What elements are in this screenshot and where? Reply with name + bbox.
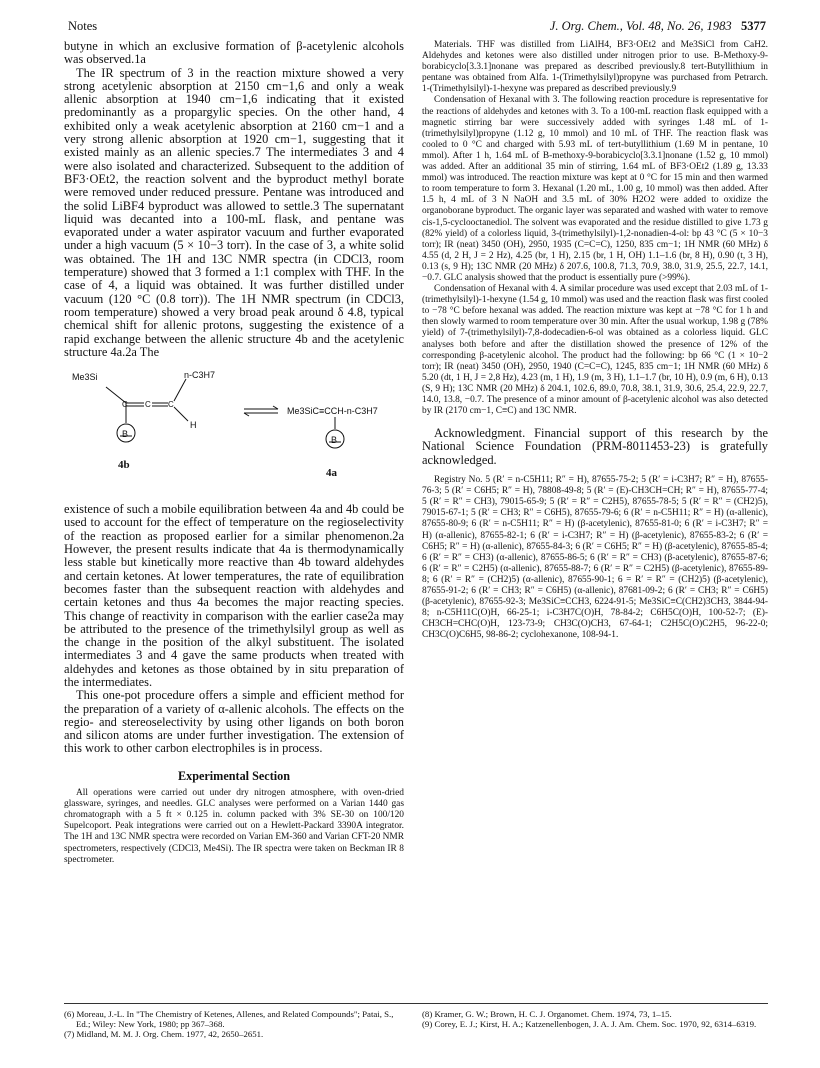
compound-label-4b: 4b bbox=[118, 459, 130, 472]
footnote-8: (8) Kramer, G. W.; Brown, H. C. J. Organomet. Chem. 1974, 73, 1–15. bbox=[422, 1009, 672, 1019]
page-number: 5377 bbox=[741, 19, 766, 33]
paragraph-acknowledgment: Acknowledgment. Financial support of this research by the National Science Foundation (PRM-8011453-23) is gratefully acknowledged. bbox=[422, 426, 768, 467]
compound-label-4a: 4a bbox=[326, 467, 337, 480]
paragraph-conclusion: This one-pot procedure offers a simple and efficient method for the preparation of a variety of α-allenic alcohols. The effects on the regio- and stereoselectivity by using other ligands on both boron and silicon atoms are under further investigation. The extension of this work to other carbon electrophiles is in process. bbox=[64, 688, 404, 756]
equilibrium-scheme: Me3Si n-C3H7 C C C H B Me3SiC≡CCH-n-C3H7 B 4b 4a bbox=[64, 363, 404, 501]
paragraph-materials: Materials. THF was distilled from LiAlH4, BF3·OEt2 and Me3SiCl from CaH2. Aldehydes and ketones were also distilled under nitrogen prior to use. B-Methoxy-9-borabicyclo[3.3.1]nonane was prepared as described previously.8 tert-Butyllithium in pentane was obtained from Alfa. 1-(Trimethylsilyl)propyne was purchased from Petrarch. 1-(Trimethylsilyl)-1-hexyne was prepared as described previously.9 bbox=[422, 40, 768, 95]
footnote-6: (6) Moreau, J.-L. In "The Chemistry of Ketenes, Allenes, and Related Compounds"; Patai, S., Ed.; Wiley: New York, 1980; pp 367–368. bbox=[64, 1009, 394, 1030]
section-title-experimental: Experimental Section bbox=[177, 768, 291, 783]
n-propyl-label: n-C3H7 bbox=[184, 370, 216, 381]
paragraph-experimental: All operations were carried out under dry nitrogen atmosphere, with oven-dried glassware, syringes, and needles. GLC analyses were performed on a Varian 1440 gas chromatograph with a 5 ft × 0.125 in. column packed with 3% SE-30 on 100/120 Supelcoport. Peak integrations were carried out on a Hewlett-Packard 3390A integrator. The 1H and 13C NMR spectra were recorded on Varian EM-360 and Varian CFT-20 NMR spectrometers, respectively (CDCl3, Me4Si). The IR spectra were taken on Beckman IR 8 spectrometer. bbox=[64, 788, 404, 865]
scheme-structures bbox=[64, 363, 404, 501]
acetylenic-formula: Me3SiC≡CCH-n-C3H7 bbox=[287, 406, 378, 417]
paragraph-ir-spectrum: The IR spectrum of 3 in the reaction mixture showed a very strong acetylenic absorption at 2150 cm−1,6 and only a weak allenic absorption at 1940 cm−1,6 indicating that it existed predominantly as a propargylic species. On the other hand, 4 exhibited only a weak acetylenic absorption at 2160 cm−1 and a very strong allenic absorption at 1920 cm−1, suggesting that it existed mainly as an allenic species.7 The intermediates 3 and 4 were also isolated and characterized. Subsequent to the addition of BF3·OEt2, the reaction solvent and the byproduct methyl borate were removed under reduced pressure. Pentane was introduced and the solid LiBF4 byproduct was allowed to settle.3 The supernatant liquid was decanted into a 100-mL flask, and pentane was evaporated under a water aspirator vacuum and further evaporated under a high vacuum (5 × 10−3 torr). In the case of 3, a white solid was obtained. The 1H and 13C NMR spectra (in CDCl3, room temperature) showed that 3 formed a 1:1 complex with THF. In the case of 4, a liquid was obtained. It was further distilled under vacuum (120 °C (0.8 torr)). The 1H NMR spectrum (in CDCl3, room temperature) showed a very broad peak around δ 4.8, typical chemical shift for allenic protons, suggesting the existence of a rapid exchange between the allenic structure 4b and the acetylenic structure 4a.2a The bbox=[64, 65, 404, 359]
left-column bbox=[64, 40, 404, 866]
footnotes-left bbox=[64, 1009, 404, 1040]
running-header-left: Notes bbox=[68, 19, 98, 33]
me3si-label: Me3Si bbox=[72, 372, 98, 383]
footnote-rule bbox=[64, 1003, 768, 1004]
boron-label-4a: B bbox=[331, 435, 338, 446]
boron-label-4b: B bbox=[122, 429, 129, 440]
right-column bbox=[422, 40, 768, 641]
paragraph-condensation-3: Condensation of Hexanal with 3. The following reaction procedure is representative for the reactions of aldehydes and ketones with 3. To a 100-mL reaction flask equipped with a magnetic stirring bar were successively added with syringes 1.48 mL of 1-(trimethylsilyl)propyne (1.12 g, 10 mmol) and 10 mL of THF. The reaction flask was cooled to 0 °C and charged with 5.93 mL of tert-butyllithium (1.69 M in pentane, 10 mmol). After 1 h, 1.64 mL of B-methoxy-9-borabicyclo[3.3.1]nonane (1.52 g, 10 mmol) was added. After an additional 35 min of stirring, 1.64 mL of BF3·OEt2 (1.89 g, 13.33 mmol) was introduced. The reaction mixture was kept at 0 °C for 15 min and then warmed to room temperature to form 3. Hexanal (1.20 mL, 1.00 g, 10 mmol) was then added. After 1.5 h, 4 mL of 3 N NaOH and 3.5 mL of 30% H2O2 were added to oxidize the organoborane byproduct. The organic layer was separated and washed with water to remove cis-1,5-cyclooctanediol. The solvent was evaporated and the residue distilled to give 1.73 g (82% yield) of a colorless liquid, 3-(trimethylsilyl)-1,2-nonadien-4-ol: bp 43 °C (5 × 10−3 torr); IR (neat) 3450 (OH), 2950, 1935 (C=C=C), 1250, 835 cm−1; 1H NMR (60 MHz) δ 4.55 (d, 2 H, J = 2 Hz), 4.25 (br, 1 H), 2.15 (br, 1 H, OH) 1.1–1.6 (br, 8 H), 0.90 (t, 3 H), 0.13 (s, 9 H); 13C NMR (20 MHz) δ 207.6, 100.8, 71.3, 70.9, 38.0, 31.9, 25.5, 22.7, 14.1, −0.7. GLC analysis showed that the product is essentially pure (>99%). bbox=[422, 95, 768, 283]
paragraph-registry: Registry No. 5 (R′ = n-C5H11; R″ = H), 87655-75-2; 5 (R′ = i-C3H7; R″ = H), 87655-76-3; 5 (R′ = C6H5; R″ = H), 78808-49-8; 5 (R′ = (E)-CH3CH=CH; R″ = H), 87655-77-4; 5 (R′ = R″ = CH3), 79015-65-9; 5 (R′ = R″ = C2H5), 87655-78-5; 5 (R′ = R″ = (CH2)5), 79015-67-1; 5 (R′ = CH3; R″ = C6H5), 87655-79-6; 6 (R′ = n-C5H11; R″ = H) (α-allenic), 87655-80-9; 6 (R′ = n-C5H11; R″ = H) (β-acetylenic), 87655-81-0; 6 (R′ = i-C3H7; R″ = H) (α-allenic), 87655-82-1; 6 (R′ = i-C3H7; R″ = H) (β-acetylenic), 87655-83-2; 6 (R′ = C6H5; R″ = H) (α-allenic), 87655-84-3; 6 (R′ = C6H5; R″ = H) (β-acetylenic), 87655-85-4; 6 (R′ = R″ = CH3) (α-allenic), 87655-86-5; 6 (R′ = R″ = CH3) (β-acetylenic), 87655-87-6; 6 (R′ = R″ = C2H5) (α-allenic), 87655-88-7; 6 (R′ = R″ = C2H5) (β-acetylenic), 87655-89-8; 6 (R′ = R″ = (CH2)5) (α-allenic), 87655-90-1; 6 = R′ = R″ = (CH2)5) (β-acetylenic), 87655-91-2; 6 (R′ = CH3; R″ = C6H5) (α-allenic), 87681-09-2; 6 (R′ = CH3; R″ = C6H5) (β-acetylenic), 87655-92-3; Me3SiC≡CCH3, 6224-91-5; Me3SiC≡C(CH2)3CH3, 3844-94-8; n-C5H11C(O)H, 66-25-1; i-C3H7C(O)H, 78-84-2; C6H5C(O)H, 100-52-7; (E)-CH3CH=CHC(O)H, 123-73-9; CH3C(O)CH3, 67-64-1; C2H5C(O)C2H5, 96-22-0; CH3C(O)C6H5, 98-86-2; cyclohexanone, 108-94-1. bbox=[422, 475, 768, 641]
hydrogen-label: H bbox=[190, 420, 197, 431]
paragraph-condensation-4: Condensation of Hexanal with 4. A similar procedure was used except that 2.03 mL of 1-(trimethylsilyl)-1-hexyne (1.54 g, 10 mmol) was used and the reaction flask was first cooled to −78 °C before hexanal was added. The reaction mixture was kept at −78 °C for 1 h and then slowly warmed to room temperature over 30 min. After the usual workup, 1.98 g (78% yield) of 7-(trimethylsilyl)-7,8-dodecadien-6-ol was obtained as a colorless liquid. GLC analyses both before and after the distillation showed the presence of 12% of the corresponding β-acetylenic alcohol. The product had the following: bp 66 °C (1 × 10−2 torr); IR (neat) 3450 (OH), 2950, 1940 (C=C=C), 1245, 835 cm−1; 1H NMR (60 MHz) δ 5.20 (dt, 1 H, J = 2,8 Hz), 4.23 (m, 1 H), 1.9 (m, 3 H), 1.1–1.7 (br, 10 H), 0.9 (m, 6 H), 0.13 (S, 9 H); 13C NMR (20 MHz) δ 204.1, 102.6, 89.0, 70.8, 38.1, 31.9, 30.6, 25.4, 22.9, 22.7, 14.0, 13.8, −0.7. The presence of a minor amount of β-acetylenic alcohol was also detected by IR (2170 cm−1, C≡C) and 13C NMR. bbox=[422, 284, 769, 417]
footnote-7: (7) Midland, M. M. J. Org. Chem. 1977, 42, 2650–2651. bbox=[64, 1029, 264, 1040]
footnotes-right bbox=[422, 1009, 768, 1029]
running-header-right bbox=[550, 19, 766, 34]
journal-citation: J. Org. Chem., Vol. 48, No. 26, 1983 bbox=[549, 19, 732, 33]
footnote-9: (9) Corey, E. J.; Kirst, H. A.; Katzenellenbogen, J. A. J. Am. Chem. Soc. 1970, 92, 6314–6319. bbox=[422, 1019, 757, 1030]
paragraph-continued: butyne in which an exclusive formation of β-acetylenic alcohols was observed.1a bbox=[64, 39, 404, 67]
paragraph-equilibration: existence of such a mobile equilibration between 4a and 4b could be used to account for the effect of temperature on the regioselectivity of the reaction as proposed earlier for a similar phenomenon.2a However, the present results indicate that 4a is thermodynamically less stable but kinetically more reactive than 4b toward aldehydes and certain ketones. At lower temperatures, the rate of equilibration becomes faster than the subsequent reaction with aldehydes and certain ketones and thus 4a becomes the major reacting species. This change of reactivity in comparison with the earlier case2a may be attributed to the presence of the trimethylsilyl group as well as the change in the position of the alkyl substituent. The isolated intermediates 3 and 4 gave the same products when treated with aldehydes and ketones as those obtained by in situ preparation of the intermediates. bbox=[64, 502, 404, 689]
